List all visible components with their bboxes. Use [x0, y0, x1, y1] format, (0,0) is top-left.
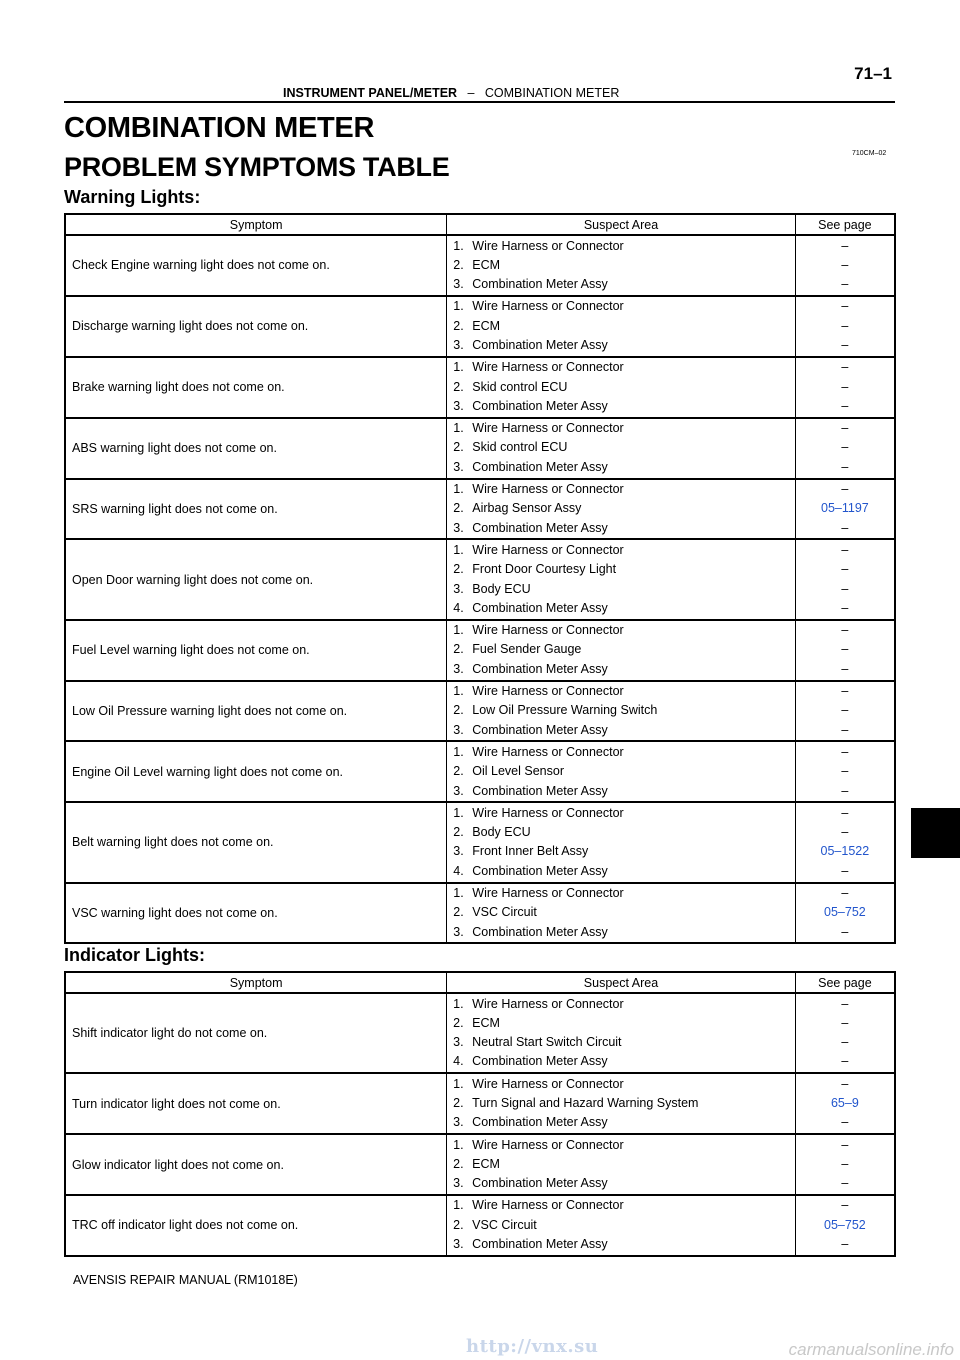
suspect-area-item: [453, 480, 794, 499]
item-number: 2.: [453, 1156, 464, 1171]
item-text: Wire Harness or Connector: [472, 1076, 624, 1091]
item-number: 1.: [453, 360, 464, 375]
col-header-symptom: Symptom: [65, 972, 447, 993]
page-reference-link[interactable]: 05–1197: [821, 501, 869, 516]
symptom-cell: Engine Oil Level warning light does not come on.: [65, 741, 447, 802]
indicator-lights-table: [64, 971, 896, 1257]
col-header-suspect-area: Suspect Area: [447, 972, 796, 993]
page-reference-dash: –: [841, 863, 849, 878]
header-section: INSTRUMENT PANEL/METER: [283, 86, 458, 100]
table-row: [65, 418, 895, 479]
item-text: ECM: [472, 1156, 500, 1171]
item-text: Low Oil Pressure Warning Switch: [472, 703, 658, 718]
item-number: 4.: [453, 863, 464, 878]
item-number: 2.: [453, 905, 464, 920]
see-page-cell: [795, 235, 895, 296]
suspect-area-item: [453, 297, 794, 316]
table-row: [65, 741, 895, 802]
running-header: [283, 86, 619, 100]
suspect-area-item: [453, 621, 794, 640]
item-text: Wire Harness or Connector: [472, 805, 624, 820]
table-row: [65, 1073, 895, 1134]
table-row: [65, 620, 895, 681]
item-text: Wire Harness or Connector: [472, 886, 624, 900]
suspect-area-cell: [447, 802, 795, 882]
item-text: Combination Meter Assy: [472, 722, 608, 737]
item-text: Fuel Sender Gauge: [472, 642, 582, 657]
item-number: 2.: [453, 318, 464, 333]
symptom-cell: Open Door warning light does not come on.: [65, 539, 447, 619]
page-number: 71–1: [854, 64, 892, 83]
table-row: [65, 539, 895, 619]
item-text: Body ECU: [472, 825, 531, 840]
page-reference-dash: –: [841, 238, 849, 253]
page-reference-dash: –: [841, 1137, 849, 1152]
item-number: 3.: [453, 520, 464, 535]
page-reference-dash: –: [841, 1035, 849, 1050]
page-reference-dash: –: [841, 318, 849, 333]
item-number: 2.: [453, 703, 464, 718]
item-number: 2.: [453, 257, 464, 272]
page-reference-dash: –: [841, 1198, 849, 1213]
page-reference-dash: –: [841, 642, 849, 657]
suspect-area-item: [453, 397, 794, 416]
item-text: Combination Meter Assy: [472, 459, 608, 474]
suspect-area-cell: [447, 1195, 796, 1256]
see-page-cell: [795, 1195, 895, 1256]
see-page-cell: [795, 802, 895, 882]
item-number: 3.: [453, 1237, 464, 1252]
item-number: 1.: [453, 744, 464, 759]
table-header-row: [65, 972, 895, 993]
item-number: 3.: [453, 581, 464, 596]
page-reference-dash: –: [841, 924, 849, 939]
suspect-area-item: [453, 923, 794, 942]
page-reference-dash: –: [841, 299, 849, 314]
symptom-cell: Check Engine warning light does not come on.: [65, 235, 447, 296]
item-text: Combination Meter Assy: [472, 1054, 608, 1069]
item-number: 1.: [453, 542, 464, 557]
suspect-area-cell: [447, 357, 795, 418]
doc-code: 710CM–02: [852, 150, 887, 157]
table-row: [65, 1134, 895, 1195]
page-reference-dash: –: [841, 1015, 849, 1030]
item-number: 3.: [453, 722, 464, 737]
page-reference-link[interactable]: 05–1522: [820, 844, 870, 859]
item-number: 2.: [453, 562, 464, 577]
page-reference-dash: –: [841, 886, 849, 900]
item-number: 3.: [453, 924, 464, 939]
item-text: Skid control ECU: [472, 440, 568, 455]
symptom-cell: TRC off indicator light does not come on.: [65, 1195, 447, 1256]
item-text: Wire Harness or Connector: [472, 542, 624, 557]
item-text: Combination Meter Assy: [472, 1176, 608, 1191]
suspect-area-item: [453, 762, 794, 781]
suspect-area-item: [453, 560, 794, 579]
indicator-lights-heading: Indicator Lights:: [64, 945, 205, 965]
watermark-site: carmanualsonline.info: [788, 1340, 954, 1359]
page-reference-dash: –: [841, 996, 849, 1011]
page-reference-dash: –: [841, 257, 849, 272]
symptom-cell: Brake warning light does not come on.: [65, 357, 447, 418]
item-number: 2.: [453, 379, 464, 394]
item-number: 3.: [453, 783, 464, 798]
suspect-area-item: [453, 438, 794, 457]
suspect-area-item: [453, 1174, 795, 1193]
see-page-cell: [795, 620, 895, 681]
suspect-area-item: [453, 782, 794, 801]
table-row: [65, 993, 895, 1073]
see-page-cell: [795, 539, 895, 619]
header-subsection: COMBINATION METER: [484, 86, 620, 100]
page-reference-dash: –: [841, 1156, 849, 1171]
suspect-area-cell: [447, 296, 795, 357]
col-header-suspect-area: Suspect Area: [447, 214, 795, 235]
item-number: 1.: [453, 299, 464, 314]
page-reference-dash: –: [841, 684, 849, 699]
item-text: Front Inner Belt Assy: [472, 844, 589, 859]
page-reference-dash: –: [841, 360, 849, 375]
item-number: 1.: [453, 623, 464, 638]
symptom-cell: Fuel Level warning light does not come on.: [65, 620, 447, 681]
suspect-area-item: [453, 804, 794, 823]
suspect-area-item: [453, 1014, 795, 1033]
suspect-area-cell: [447, 620, 795, 681]
symptom-cell: SRS warning light does not come on.: [65, 479, 447, 540]
suspect-area-item: [453, 1094, 795, 1113]
page-reference-dash: –: [841, 744, 849, 759]
see-page-cell: [795, 883, 895, 944]
suspect-area-item: [453, 378, 794, 397]
item-text: Combination Meter Assy: [472, 1237, 608, 1252]
suspect-area-item: [453, 884, 794, 903]
page-reference-dash: –: [841, 1237, 849, 1252]
item-number: 3.: [453, 459, 464, 474]
suspect-area-cell: [447, 883, 795, 944]
page-reference-dash: –: [841, 482, 849, 497]
suspect-area-item: [453, 599, 794, 618]
item-text: Body ECU: [472, 581, 531, 596]
table-row: [65, 883, 895, 944]
col-header-symptom: Symptom: [65, 214, 447, 235]
item-text: Front Door Courtesy Light: [472, 562, 617, 577]
page-reference-dash: –: [841, 459, 849, 474]
item-text: Combination Meter Assy: [472, 337, 608, 352]
suspect-area-item: [453, 640, 794, 659]
item-text: Wire Harness or Connector: [472, 1137, 624, 1152]
page-reference-dash: –: [841, 421, 849, 436]
item-text: Combination Meter Assy: [472, 1115, 608, 1130]
suspect-area-item: [453, 237, 794, 256]
header-separator: –: [467, 86, 475, 100]
suspect-area-item: [453, 903, 794, 922]
suspect-area-item: [453, 419, 794, 438]
suspect-area-cell: [447, 1134, 796, 1195]
item-number: 1.: [453, 1137, 464, 1152]
suspect-area-cell: [447, 1073, 796, 1134]
suspect-area-cell: [447, 741, 795, 802]
item-number: 1.: [453, 1076, 464, 1091]
suspect-area-item: [453, 701, 794, 720]
table-row: [65, 296, 895, 357]
see-page-cell: [795, 1073, 895, 1134]
suspect-area-item: [453, 995, 795, 1014]
item-number: 2.: [453, 1095, 464, 1110]
section-tab-marker: [911, 808, 960, 858]
table-row: [65, 681, 895, 742]
page-reference-link[interactable]: 05–752: [824, 1217, 866, 1232]
item-number: 1.: [453, 421, 464, 436]
page-reference-dash: –: [841, 600, 849, 615]
suspect-area-item: [453, 1196, 795, 1215]
suspect-area-item: [453, 1235, 795, 1254]
page-reference-dash: –: [841, 703, 849, 718]
item-text: Wire Harness or Connector: [472, 299, 624, 314]
item-number: 1.: [453, 805, 464, 820]
item-number: 2.: [453, 764, 464, 779]
page-reference-dash: –: [841, 1115, 849, 1130]
suspect-area-item: [453, 358, 794, 377]
item-number: 2.: [453, 825, 464, 840]
suspect-area-cell: [447, 235, 795, 296]
item-text: Wire Harness or Connector: [472, 482, 624, 497]
table-row: [65, 479, 895, 540]
see-page-cell: [795, 296, 895, 357]
page-reference-link[interactable]: 65–9: [830, 1095, 859, 1110]
item-number: 3.: [453, 661, 464, 676]
see-page-cell: [795, 357, 895, 418]
page-reference-dash: –: [841, 337, 849, 352]
item-text: Combination Meter Assy: [472, 520, 608, 535]
item-number: 1.: [453, 996, 464, 1011]
item-number: 3.: [453, 337, 464, 352]
page-reference-dash: –: [841, 379, 849, 394]
table-header-row: [65, 214, 895, 235]
table-row: [65, 1195, 895, 1256]
item-text: Turn Signal and Hazard Warning System: [472, 1095, 699, 1110]
suspect-area-item: [453, 1052, 795, 1071]
item-text: Wire Harness or Connector: [472, 996, 624, 1011]
suspect-area-item: [453, 862, 794, 881]
suspect-area-item: [453, 1155, 795, 1174]
item-number: 4.: [453, 600, 464, 615]
suspect-area-item: [453, 721, 794, 740]
item-number: 3.: [453, 1176, 464, 1191]
item-text: Wire Harness or Connector: [472, 684, 624, 699]
see-page-cell: [795, 418, 895, 479]
suspect-area-item: [453, 1136, 795, 1155]
page-reference-dash: –: [841, 277, 849, 292]
suspect-area-cell: [447, 418, 795, 479]
item-text: Wire Harness or Connector: [472, 238, 624, 253]
item-number: 1.: [453, 886, 464, 900]
item-text: Combination Meter Assy: [472, 398, 608, 413]
warning-lights-table: [64, 213, 896, 944]
symptom-cell: Belt warning light does not come on.: [65, 802, 447, 882]
suspect-area-item: [453, 317, 794, 336]
page-reference-dash: –: [841, 623, 849, 638]
suspect-area-item: [453, 336, 794, 355]
page-reference-dash: –: [841, 398, 849, 413]
item-text: Wire Harness or Connector: [472, 1198, 624, 1213]
item-text: Combination Meter Assy: [472, 924, 608, 939]
item-number: 2.: [453, 642, 464, 657]
item-text: Combination Meter Assy: [472, 783, 608, 798]
suspect-area-item: [453, 682, 794, 701]
page-reference-dash: –: [841, 581, 849, 596]
item-text: Wire Harness or Connector: [472, 623, 624, 638]
suspect-area-item: [453, 660, 794, 679]
item-number: 2.: [453, 1217, 464, 1232]
item-number: 2.: [453, 501, 464, 516]
symptom-cell: Low Oil Pressure warning light does not come on.: [65, 681, 447, 742]
page-reference-dash: –: [841, 520, 849, 535]
suspect-area-item: [453, 275, 794, 294]
col-header-see-page: See page: [795, 214, 895, 235]
item-number: 1.: [453, 684, 464, 699]
item-text: Wire Harness or Connector: [472, 421, 624, 436]
suspect-area-item: [453, 1113, 795, 1132]
item-text: Combination Meter Assy: [472, 600, 608, 615]
item-number: 3.: [453, 277, 464, 292]
see-page-cell: [795, 1134, 895, 1195]
page-reference-dash: –: [841, 722, 849, 737]
col-header-see-page: See page: [795, 972, 895, 993]
suspect-area-cell: [447, 681, 795, 742]
suspect-area-item: [453, 743, 794, 762]
page-reference-dash: –: [841, 1176, 849, 1191]
symptom-cell: Shift indicator light do not come on.: [65, 993, 447, 1073]
item-number: 3.: [453, 1035, 464, 1050]
page-reference-dash: –: [841, 783, 849, 798]
suspect-area-item: [453, 541, 794, 560]
suspect-area-cell: [447, 479, 795, 540]
suspect-area-item: [453, 1033, 795, 1052]
item-number: 3.: [453, 1115, 464, 1130]
item-number: 3.: [453, 844, 464, 859]
item-text: VSC Circuit: [472, 905, 537, 920]
item-number: 1.: [453, 238, 464, 253]
item-text: Wire Harness or Connector: [472, 744, 624, 759]
table-row: [65, 235, 895, 296]
header-rule: [64, 101, 895, 103]
table-row: [65, 802, 895, 882]
item-text: ECM: [472, 257, 501, 272]
suspect-area-item: [453, 458, 794, 477]
symptom-cell: Turn indicator light does not come on.: [65, 1073, 447, 1134]
item-text: Combination Meter Assy: [472, 863, 608, 878]
see-page-cell: [795, 741, 895, 802]
item-number: 1.: [453, 482, 464, 497]
suspect-area-item: [453, 580, 794, 599]
page-reference-dash: –: [841, 661, 849, 676]
suspect-area-item: [453, 519, 794, 538]
symptom-cell: ABS warning light does not come on.: [65, 418, 447, 479]
item-text: ECM: [472, 318, 501, 333]
item-text: Combination Meter Assy: [472, 661, 608, 676]
item-text: Airbag Sensor Assy: [472, 501, 582, 516]
suspect-area-item: [453, 842, 794, 861]
item-number: 3.: [453, 398, 464, 413]
item-text: Combination Meter Assy: [472, 277, 608, 292]
page-reference-dash: –: [841, 542, 849, 557]
item-number: 1.: [453, 1198, 464, 1213]
item-text: VSC Circuit: [472, 1217, 537, 1232]
suspect-area-cell: [447, 993, 796, 1073]
suspect-area-item: [453, 1075, 795, 1094]
page-reference-dash: –: [841, 1054, 849, 1069]
suspect-area-item: [453, 823, 794, 842]
warning-lights-heading: Warning Lights:: [64, 187, 201, 207]
page-reference-dash: –: [841, 825, 849, 840]
page-reference-dash: –: [841, 805, 849, 820]
watermark-url[interactable]: http://vnx.su: [466, 1336, 599, 1357]
see-page-cell: [795, 993, 895, 1073]
page-reference-dash: –: [841, 562, 849, 577]
see-page-cell: [795, 681, 895, 742]
item-text: Wire Harness or Connector: [472, 360, 624, 375]
item-text: Oil Level Sensor: [472, 764, 564, 779]
item-text: Skid control ECU: [472, 379, 568, 394]
suspect-area-cell: [447, 539, 795, 619]
section-title: PROBLEM SYMPTOMS TABLE: [64, 152, 450, 182]
page-reference-link[interactable]: 05–752: [824, 905, 866, 920]
footer-manual-id: AVENSIS REPAIR MANUAL (RM1018E): [73, 1273, 298, 1287]
symptom-cell: VSC warning light does not come on.: [65, 883, 447, 944]
page-title: COMBINATION METER: [64, 112, 375, 144]
page-reference-dash: –: [841, 440, 849, 455]
item-text: ECM: [472, 1015, 500, 1030]
table-row: [65, 357, 895, 418]
see-page-cell: [795, 479, 895, 540]
page-reference-dash: –: [841, 1076, 849, 1091]
item-number: 2.: [453, 440, 464, 455]
item-number: 2.: [453, 1015, 464, 1030]
item-text: Neutral Start Switch Circuit: [472, 1035, 622, 1050]
suspect-area-item: [453, 1216, 795, 1235]
symptom-cell: Glow indicator light does not come on.: [65, 1134, 447, 1195]
suspect-area-item: [453, 499, 794, 518]
page-reference-dash: –: [841, 764, 849, 779]
item-number: 4.: [453, 1054, 464, 1069]
suspect-area-item: [453, 256, 794, 275]
symptom-cell: Discharge warning light does not come on.: [65, 296, 447, 357]
